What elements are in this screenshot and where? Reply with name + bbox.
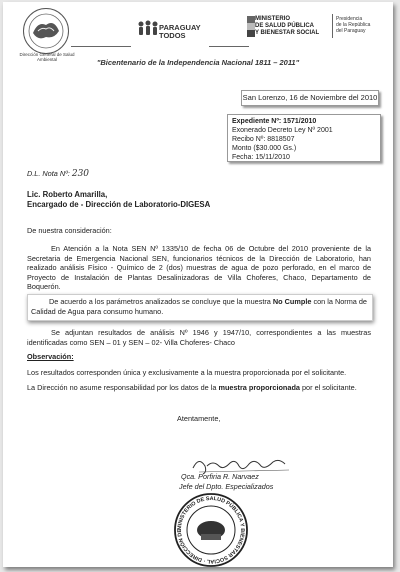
paraguay-todos-text (159, 24, 201, 40)
ministry-line-1: MINISTERIO (255, 16, 291, 22)
ministry-line-2: DE SALUD PÚBLICA (255, 23, 315, 29)
expediente-box (227, 114, 381, 162)
signatory-name: Qca. Porfiria R. Narvaez (181, 472, 259, 481)
paragraph-3: Se adjuntan resultados de análisis Nº 1946 y 1947/10, correspondientes a las muestras identificadas como SEN – 01 y SEN – 02- Villa Choferes- Chaco (27, 328, 371, 347)
recipient-name: Lic. Roberto Amarilla, (27, 190, 108, 199)
paragraph-1: En Atención a la Nota SEN Nº 1335/10 de fecha 06 de Octubre del 2010 proveniente de la Secretaria de Emergencia Nacional SEN, funcionarios técnicos de la Dirección de Laboratorio, han realizado análisis Físico - Químico de 2 (dos) muestras de agua de pozo perforado, en el marco de Proyecto de Instalación de Plantas Desalinizadoras de Villa Choferes, Chaco, Departamento de Boquerón. (27, 244, 371, 291)
signatory-title: Jefe del Dpto. Especializados (179, 482, 274, 491)
observacion-2-pre: La Dirección no asume responsabilidad por los datos de la (27, 383, 219, 392)
conclusion-pre: De acuerdo a los parámetros analizados se concluye que la muestra (49, 297, 273, 306)
observacion-2-bold: muestra proporcionada (218, 383, 300, 392)
stamp-ring-text: MINISTERIO DE SALUD PÚBLICA Y BIENESTAR SOCIAL · DIRECCIÓN DE (176, 495, 246, 565)
greeting: De nuestra consideración: (27, 226, 112, 235)
observacion-title: Observación: (27, 352, 74, 361)
digesa-logo-caption: Dirección General de Salud Ambiental (19, 52, 75, 62)
presidency-name (336, 16, 370, 34)
date-line: San Lorenzo, 16 de Noviembre del 2010 (241, 90, 379, 106)
presidency-line-2: de la República (336, 22, 371, 28)
expediente-monto: Monto ($30.000 Gs.) (232, 145, 297, 152)
header-rule-left (71, 46, 131, 47)
conclusion-paragraph (31, 297, 367, 316)
recipient-position: Encargado de - Dirección de Laboratorio-DIGESA (27, 200, 211, 209)
observacion-1: Los resultados corresponden única y exclusivamente a la muestra proporcionada por el solicitante. (27, 368, 347, 377)
observacion-2-post: por el solicitante. (299, 383, 357, 392)
nota-line (27, 169, 89, 180)
header-rule-mid (209, 46, 249, 47)
letter-page (3, 2, 393, 567)
digesa-logo (23, 8, 69, 54)
presidency-line-3: del Paraguay (336, 28, 366, 34)
ministry-name (255, 16, 319, 37)
nota-label: D.L. Nota Nº: (27, 169, 70, 178)
expediente-recibo: Recibo Nº: 8818507 (232, 136, 295, 143)
paraguay-word: PARAGUAY (159, 23, 201, 32)
todos-word: TODOS (159, 31, 186, 40)
official-stamp (171, 492, 251, 567)
bicentennial-slogan: "Bicentenario de la Independencia Nacional 1811 – 2011" (96, 58, 300, 67)
laboratory-seal-icon (171, 492, 251, 567)
conclusion-no-cumple: No Cumple (272, 297, 312, 306)
expediente-exonerado: Exonerado Decreto Ley Nº 2001 (232, 127, 333, 134)
conclusion-post: con la Norma de Calidad de Agua para consumo humano. (31, 297, 367, 316)
closing: Atentamente, (177, 414, 221, 423)
digesa-emblem-icon (24, 9, 68, 53)
observacion-2 (27, 383, 357, 393)
ministry-line-3: Y BIENESTAR SOCIAL (255, 30, 320, 36)
expediente-fecha: Fecha: 15/11/2010 (232, 154, 290, 161)
ministry-flag-icon (247, 16, 255, 38)
expediente-number: Expediente Nº: 1571/2010 (232, 118, 317, 125)
ministry-divider (332, 14, 333, 38)
presidency-line-1: Presidencia (336, 16, 363, 22)
nota-number: 230 (71, 169, 90, 179)
